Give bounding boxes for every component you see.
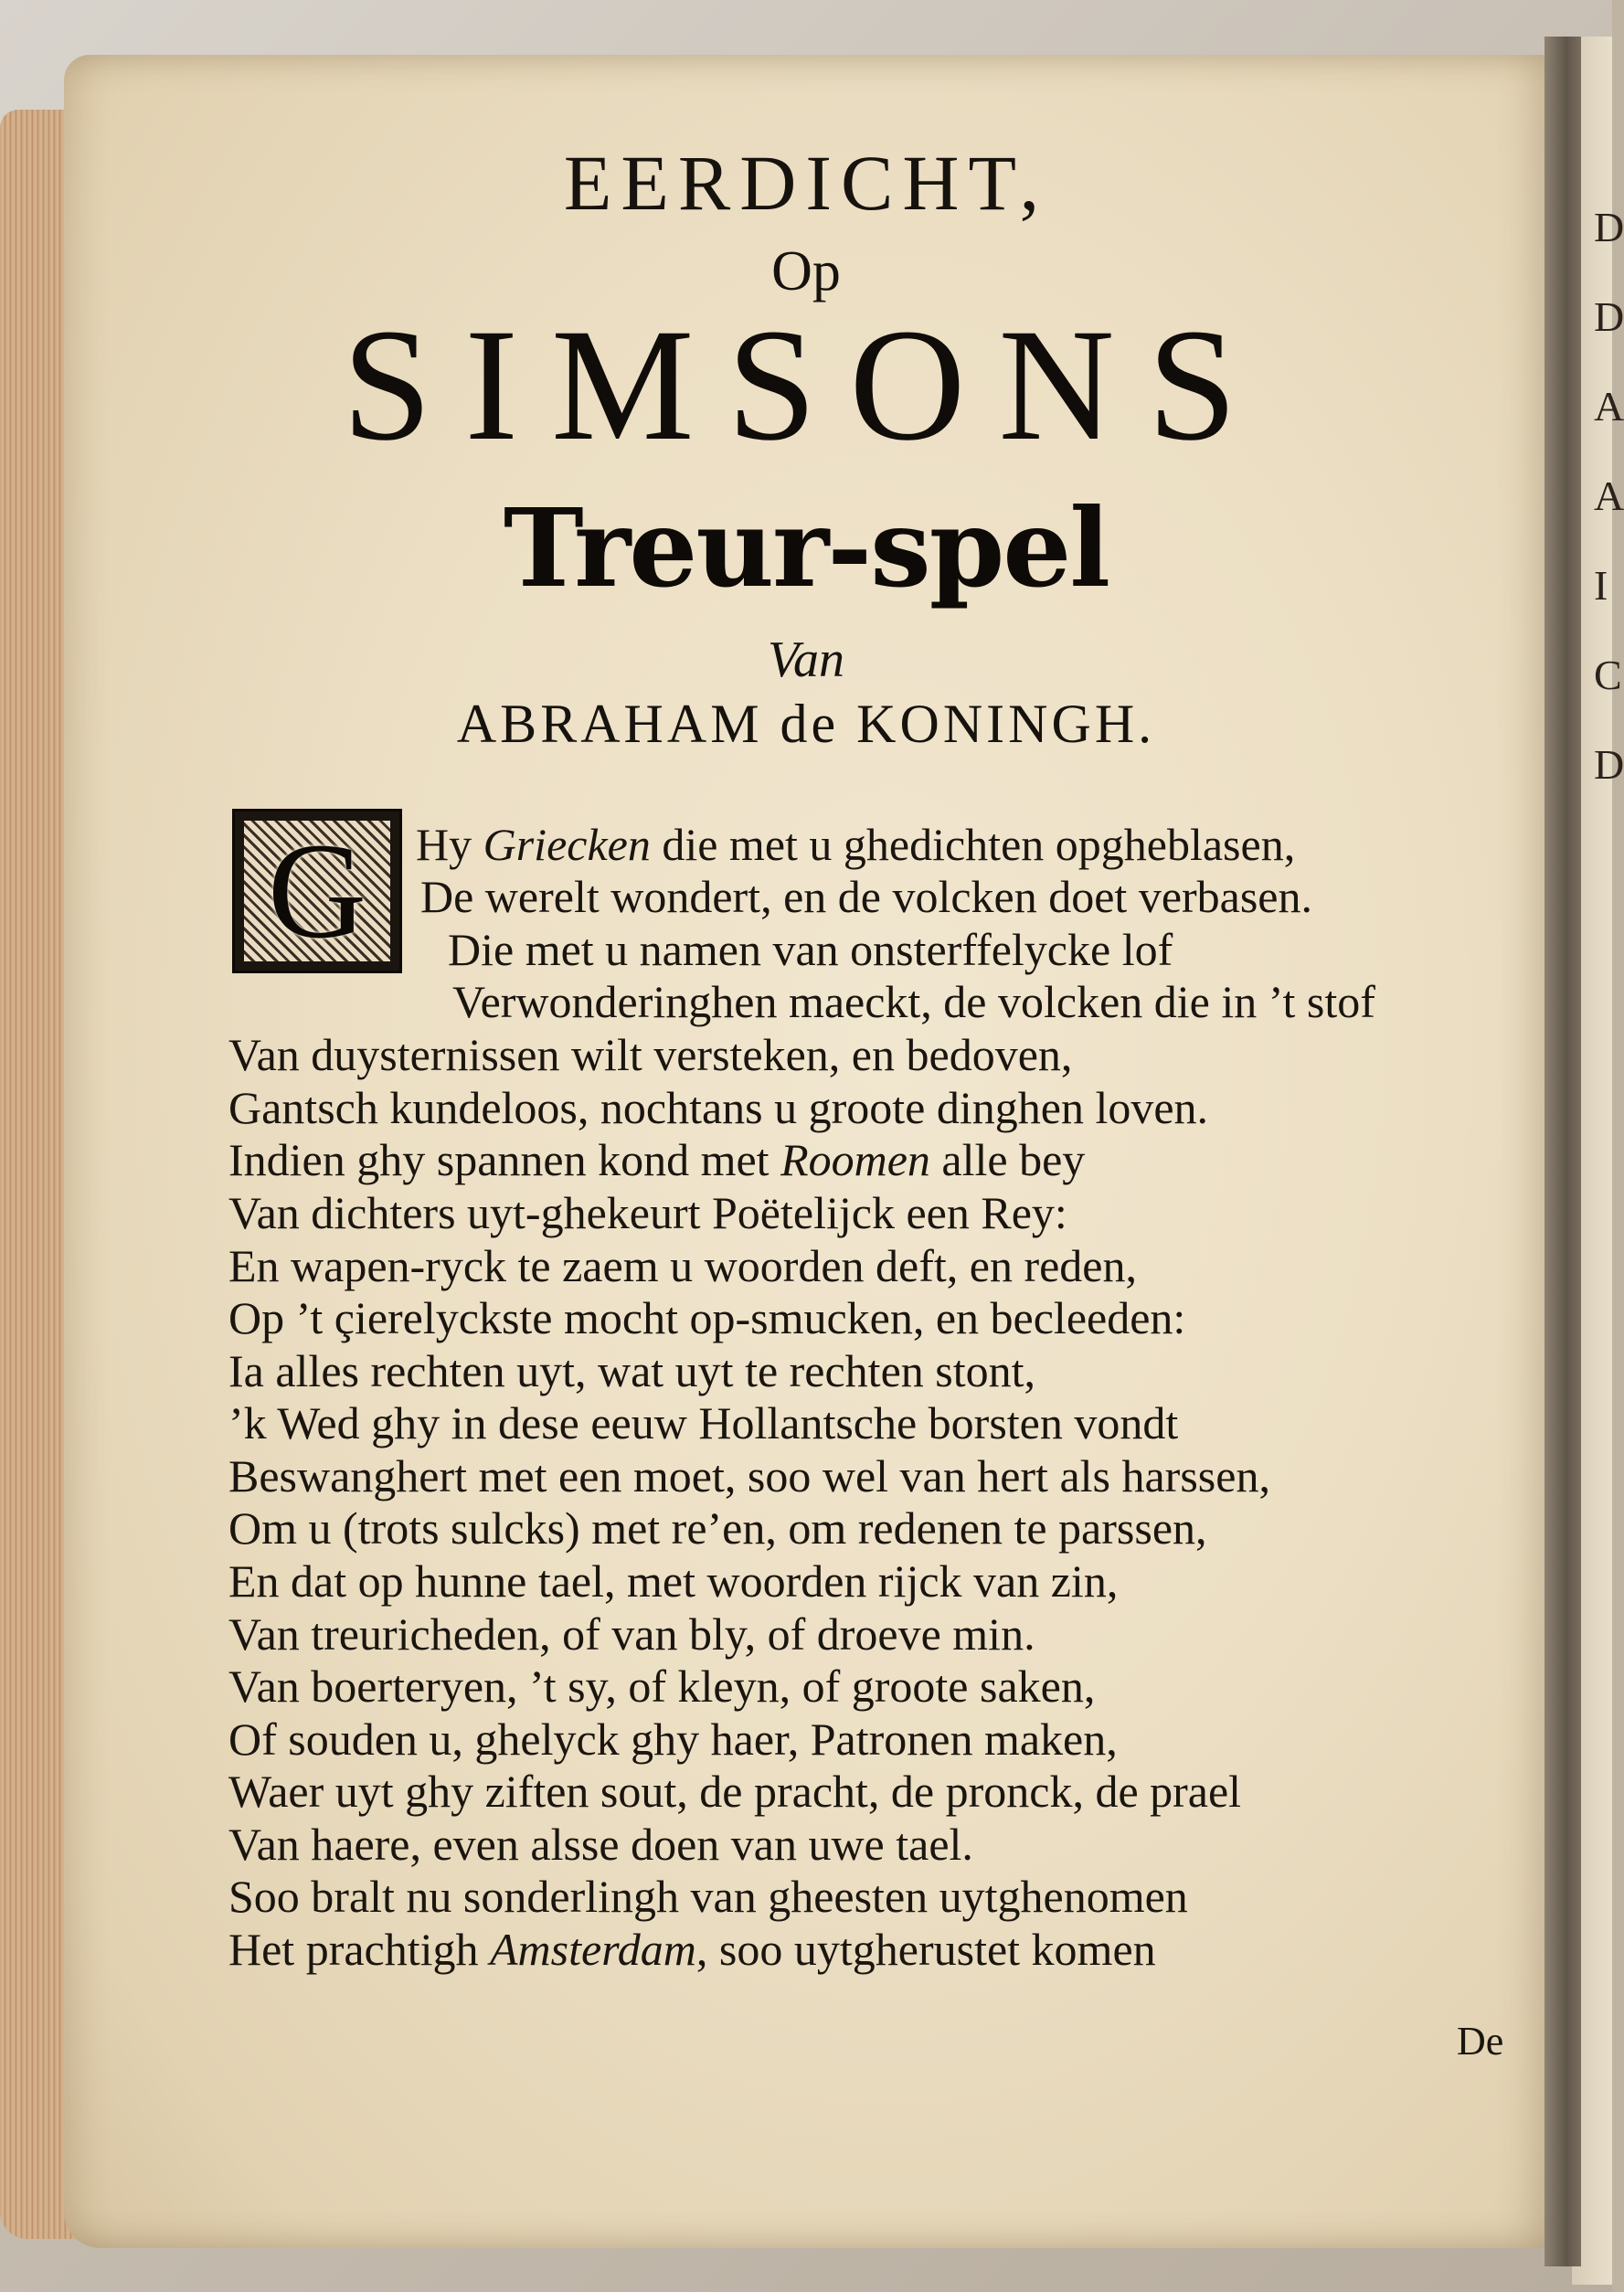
facing-letter: I bbox=[1594, 562, 1608, 609]
facing-letter: C bbox=[1594, 652, 1622, 698]
poem-text: alle bey bbox=[929, 1134, 1086, 1185]
poem-line bbox=[228, 1660, 1095, 1713]
poem-text: Gantsch kundeloos, nochtans u groote dinghen loven. bbox=[228, 1082, 1209, 1133]
poem-line bbox=[228, 1239, 1137, 1292]
poem-line bbox=[416, 818, 1295, 871]
title-author: ABRAHAM de KONINGH. bbox=[456, 694, 1156, 754]
poem-line bbox=[228, 1028, 1072, 1081]
poem-text: Op ’t çierelyckste mocht op-smucken, en becleeden: bbox=[228, 1292, 1186, 1343]
decorated-initial bbox=[232, 809, 402, 973]
poem-text: Die met u namen van onsterffelycke lof bbox=[448, 924, 1173, 975]
poem-text: Van duysternissen wilt versteken, en bedoven, bbox=[228, 1029, 1073, 1080]
poem-text: , soo uytgherustet komen bbox=[695, 1924, 1156, 1975]
poem-line bbox=[228, 1291, 1185, 1344]
poem-text: Van haere, even alsse doen van uwe tael. bbox=[228, 1819, 973, 1870]
poem-line bbox=[228, 1081, 1208, 1134]
poem-text: Verwonderinghen maeckt, de volcken die in ’t stof bbox=[452, 976, 1375, 1027]
poem-text: ’k Wed ghy in dese eeuw Hollantsche borsten vondt bbox=[228, 1397, 1179, 1448]
poem-text: die met u ghedichten opgheblasen, bbox=[650, 819, 1296, 870]
poem-line bbox=[228, 1396, 1178, 1449]
poem-text: En wapen-ryck te zaem u woorden deft, en reden, bbox=[228, 1240, 1137, 1291]
facing-letter: D bbox=[1594, 741, 1624, 788]
poem-italic-text: Griecken bbox=[483, 819, 651, 870]
poem-text: Van dichters uyt-ghekeurt Poëtelijck een Rey: bbox=[228, 1187, 1067, 1238]
title-treurspel: Treur-spel bbox=[503, 484, 1109, 611]
poem-line bbox=[420, 870, 1312, 923]
facing-letter: D bbox=[1594, 204, 1624, 250]
poem-line bbox=[228, 1713, 1118, 1766]
title-van: Van bbox=[768, 631, 844, 688]
poem-line bbox=[228, 1133, 1085, 1186]
poem-text: Beswanghert met een moet, soo wel van hert als harssen, bbox=[228, 1450, 1270, 1501]
poem-italic-text: Amsterdam bbox=[490, 1924, 696, 1975]
poem-line bbox=[228, 1555, 1118, 1608]
poem-line bbox=[452, 975, 1375, 1028]
poem-italic-text: Roomen bbox=[780, 1134, 930, 1185]
poem-line bbox=[228, 1501, 1207, 1555]
poem-line bbox=[228, 1923, 1156, 1976]
poem-text: Of souden u, ghelyck ghy haer, Patronen maken, bbox=[228, 1714, 1118, 1765]
poem-text: Hy bbox=[416, 819, 483, 870]
poem-text: Ia alles rechten uyt, wat uyt te rechten stont, bbox=[228, 1345, 1036, 1396]
facing-letter: D bbox=[1594, 293, 1624, 340]
title-eerdicht: EERDICHT, bbox=[563, 139, 1049, 227]
poem-text: Van treuricheden, of van bly, of droeve min. bbox=[228, 1608, 1035, 1660]
poem-line bbox=[228, 1870, 1188, 1923]
poem-line bbox=[448, 923, 1173, 976]
catchword: De bbox=[1457, 2019, 1504, 2064]
facing-letter: A bbox=[1594, 383, 1624, 430]
poem-text: Soo bralt nu sonderlingh van gheesten uytghenomen bbox=[228, 1871, 1188, 1922]
poem-text: De werelt wondert, en de volcken doet verbasen. bbox=[420, 871, 1313, 922]
poem-text: Waer uyt ghy ziften sout, de pracht, de pronck, de prael bbox=[228, 1766, 1242, 1817]
poem-text: Het prachtigh bbox=[228, 1924, 491, 1975]
facing-letter: A bbox=[1594, 472, 1624, 519]
initial-letter: G bbox=[267, 815, 367, 967]
poem-line bbox=[228, 1449, 1270, 1502]
poem-line bbox=[228, 1186, 1067, 1239]
poem-text: Van boerteryen, ’t sy, of kleyn, of groote saken, bbox=[228, 1661, 1096, 1712]
poem-line bbox=[228, 1608, 1035, 1661]
poem-text: En dat op hunne tael, met woorden rijck van zin, bbox=[228, 1555, 1119, 1607]
poem-text: Indien ghy spannen kond met bbox=[228, 1134, 781, 1185]
poem-line bbox=[228, 1344, 1035, 1397]
poem-text: Om u (trots sulcks) met re’en, om redenen te parssen, bbox=[228, 1502, 1207, 1554]
title-op: Op bbox=[771, 240, 841, 302]
poem-line bbox=[228, 1818, 973, 1871]
title-simsons: SIMSONS bbox=[342, 296, 1270, 474]
poem-line bbox=[228, 1765, 1241, 1818]
